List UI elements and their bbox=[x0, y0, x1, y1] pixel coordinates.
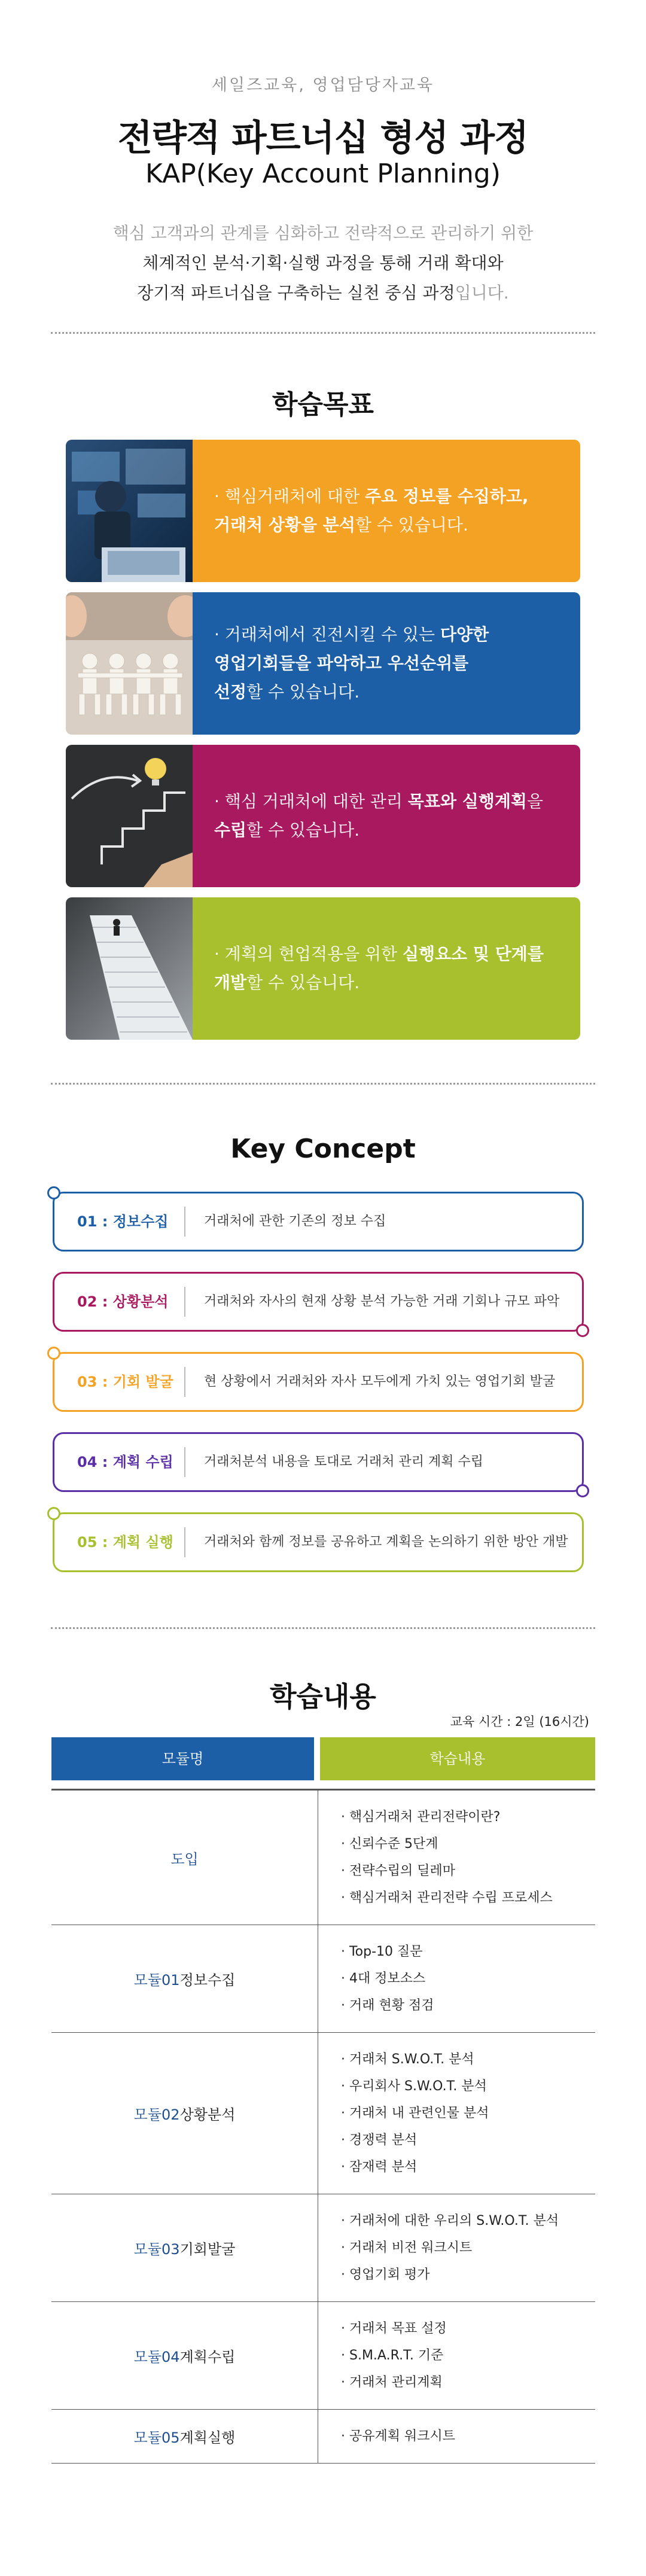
content-title: 학습내용 bbox=[270, 1680, 376, 1713]
module-name: 모듈01 bbox=[133, 1972, 180, 1989]
concept-dot bbox=[47, 1186, 60, 1199]
module-name: 도입 bbox=[170, 1850, 199, 1868]
module-cell: 모듈05 계획실행 bbox=[51, 2410, 318, 2463]
concept-separator bbox=[184, 1287, 185, 1317]
intro-line-3 bbox=[0, 278, 646, 308]
module-cell: 모듈01 정보수집 bbox=[51, 1925, 318, 2032]
topic-item: · 거래처 S.W.O.T. 분석 bbox=[341, 2052, 474, 2067]
table-header-content: 학습내용 bbox=[320, 1737, 595, 1780]
topic-item: · 전략수립의 딜레마 bbox=[341, 1864, 455, 1878]
paper-people-chain-image bbox=[66, 592, 193, 735]
page-title: 전략적 파트너십 형성 과정 bbox=[117, 117, 529, 159]
concept-desc: 거래처분석 내용을 토대로 거래처 관리 계획 수립 bbox=[204, 1454, 484, 1469]
topic-item: · 4대 정보소스 bbox=[341, 1971, 426, 1986]
concept-separator bbox=[184, 1207, 185, 1237]
goal-1-line-1: · 핵심거래처에 대한 주요 정보를 수집하고, bbox=[214, 486, 529, 506]
concept-separator bbox=[184, 1447, 185, 1477]
module-cell: 모듈04 계획수립 bbox=[51, 2302, 318, 2409]
concept-row-3 bbox=[53, 1352, 584, 1412]
goal-1-line-2: 거래처 상황을 분석할 수 있습니다. bbox=[214, 515, 468, 535]
module-cell: 모듈02 상황분석 bbox=[51, 2033, 318, 2194]
goals-title: 학습목표 bbox=[272, 389, 374, 420]
goal-card-4 bbox=[66, 897, 580, 1040]
intro-line-3-bold: 장기적 파트너십을 구축하는 실천 중심 과정 bbox=[137, 283, 455, 303]
goal-2-line-1: · 거래처에서 진전시킬 수 있는 다양한 bbox=[214, 625, 489, 644]
topic-item: · 핵심거래처 관리전략이란? bbox=[341, 1810, 501, 1825]
goal-text-4 bbox=[193, 897, 580, 1040]
concept-separator bbox=[184, 1527, 185, 1557]
key-concept-title: Key Concept bbox=[230, 1134, 416, 1164]
goal-3-line-2: 수립할 수 있습니다. bbox=[214, 820, 360, 840]
concept-dot bbox=[576, 1484, 589, 1497]
edu-time: 교육 시간 : 2일 (16시간) bbox=[450, 1715, 589, 1729]
topic-item: · 거래 현황 점검 bbox=[341, 1998, 434, 2013]
intro-text bbox=[0, 218, 646, 308]
topics-cell bbox=[318, 1925, 595, 2032]
topic-item: · 신뢰수준 5단계 bbox=[341, 1837, 438, 1852]
goal-card-2 bbox=[66, 592, 580, 735]
topic-item: · 공유계획 워크시트 bbox=[341, 2429, 455, 2444]
intro-line-2 bbox=[0, 248, 646, 278]
topic-item: · 거래처 내 관련인물 분석 bbox=[341, 2106, 489, 2121]
goal-4-line-1: · 계획의 현업적용을 위한 실행요소 및 단계를 bbox=[214, 944, 544, 964]
table-header-module: 모듈명 bbox=[51, 1737, 314, 1780]
topic-item: · 거래처에 대한 우리의 S.W.O.T. 분석 bbox=[341, 2213, 559, 2228]
topics-cell bbox=[318, 2302, 595, 2409]
concept-desc: 거래처와 함께 정보를 공유하고 계획을 논의하기 위한 방안 개발 bbox=[204, 1534, 568, 1549]
page-title-en: KAP(Key Account Planning) bbox=[145, 159, 501, 189]
intro-line-1: 핵심 고객과의 관계를 심화하고 전략적으로 관리하기 위한 bbox=[112, 223, 534, 243]
chalkboard-stairs-bulb-image bbox=[66, 745, 193, 887]
concept-dot bbox=[576, 1324, 589, 1337]
module-name: 모듈02 bbox=[133, 2106, 180, 2123]
section-divider bbox=[51, 1627, 595, 1629]
concept-label: 03 : 기회 발굴 bbox=[77, 1374, 173, 1390]
table-row bbox=[51, 2032, 595, 2194]
table-row bbox=[51, 2194, 595, 2301]
goal-card-3 bbox=[66, 745, 580, 887]
topic-item: · 영업기회 평가 bbox=[341, 2267, 430, 2282]
topics-cell bbox=[318, 2410, 595, 2463]
goal-card-1 bbox=[66, 440, 580, 582]
topic-item: · 핵심거래처 관리전략 수립 프로세스 bbox=[341, 1890, 553, 1905]
concept-separator bbox=[184, 1367, 185, 1397]
topic-item: · 경쟁력 분석 bbox=[341, 2133, 418, 2148]
module-cell bbox=[51, 1791, 318, 1925]
concept-desc: 거래처와 자사의 현재 상황 분석 가능한 거래 기회나 규모 파악 bbox=[204, 1294, 560, 1309]
concept-row-2 bbox=[53, 1272, 584, 1332]
module-name: 모듈04 bbox=[133, 2349, 180, 2365]
concept-dot bbox=[47, 1507, 60, 1520]
topic-item: · 잠재력 분석 bbox=[341, 2160, 418, 2175]
table-row bbox=[51, 1925, 595, 2032]
topics-cell bbox=[318, 1791, 595, 1925]
topic-item: · 거래처 목표 설정 bbox=[341, 2321, 447, 2336]
goal-4-line-2: 개발할 수 있습니다. bbox=[214, 973, 360, 992]
topic-item: · S.M.A.R.T. 기준 bbox=[341, 2348, 444, 2363]
goal-2-line-3: 선정할 수 있습니다. bbox=[214, 682, 360, 702]
concept-row-5 bbox=[53, 1512, 584, 1572]
concept-label: 01 : 정보수집 bbox=[77, 1213, 169, 1230]
concept-desc: 거래처에 관한 기존의 정보 수집 bbox=[204, 1214, 386, 1229]
table-row bbox=[51, 2409, 595, 2463]
concept-desc: 현 상황에서 거래처와 자사 모두에게 가치 있는 영업기회 발굴 bbox=[204, 1374, 556, 1389]
concept-label: 05 : 계획 실행 bbox=[77, 1534, 173, 1551]
category-subtitle: 세일즈교육, 영업담당자교육 bbox=[211, 76, 435, 95]
topic-item: · 우리회사 S.W.O.T. 분석 bbox=[341, 2079, 487, 2094]
concept-row-1 bbox=[53, 1192, 584, 1252]
topic-item: · Top-10 질문 bbox=[341, 1944, 423, 1959]
concept-label: 04 : 계획 수립 bbox=[77, 1454, 173, 1470]
topic-item: · 거래처 관리계획 bbox=[341, 2375, 443, 2390]
goal-text-2 bbox=[193, 592, 580, 735]
concept-row-4 bbox=[53, 1432, 584, 1492]
table-row bbox=[51, 1791, 595, 1925]
goal-2-line-2: 영업기회들을 파악하고 우선순위를 bbox=[214, 653, 469, 673]
section-divider bbox=[51, 1083, 595, 1085]
goal-text-3 bbox=[193, 745, 580, 887]
section-divider bbox=[51, 332, 595, 334]
table-row bbox=[51, 2301, 595, 2409]
module-name: 모듈05 bbox=[133, 2429, 180, 2446]
goal-text-1 bbox=[193, 440, 580, 582]
intro-line-3-tail: 입니다. bbox=[455, 283, 509, 303]
module-name: 모듈03 bbox=[133, 2241, 180, 2258]
concept-label: 02 : 상황분석 bbox=[77, 1293, 169, 1310]
intro-line-2-bold: 체계적인 분석·기획·실행 과정을 통해 거래 확대와 bbox=[142, 253, 504, 273]
concept-dot bbox=[47, 1347, 60, 1360]
stairs-climber-image bbox=[66, 897, 193, 1040]
module-cell: 모듈03 기회발굴 bbox=[51, 2194, 318, 2301]
topics-cell bbox=[318, 2194, 595, 2301]
topics-cell bbox=[318, 2033, 595, 2194]
laptop-dashboard-image bbox=[66, 440, 193, 582]
topic-item: · 거래처 비전 워크시트 bbox=[341, 2240, 473, 2255]
content-table bbox=[51, 1789, 595, 2464]
goal-3-line-1: · 핵심 거래처에 대한 관리 목표와 실행계획을 bbox=[214, 791, 544, 811]
